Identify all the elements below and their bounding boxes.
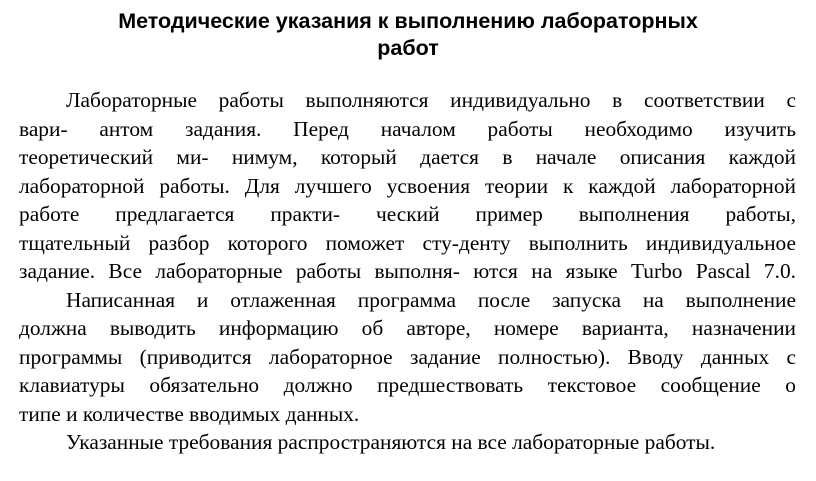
paragraph-line: Указанные требования распространяются на все лабораторные работы.: [66, 430, 716, 454]
document-title-line-1: Методические указания к выполнению лабораторных: [118, 9, 698, 33]
paragraph-line: вари- антом задания. Перед началом работы необходимо изучить: [19, 116, 796, 141]
paragraph-line: Лабораторные работы выполняются индивидуально в соответствии с: [66, 88, 796, 112]
paragraph-3: [19, 428, 796, 457]
paragraph-line: типе и количестве вводимых данных.: [19, 401, 360, 426]
paragraph-line: работе предлагается практи- ческий пример выполнения работы,: [19, 202, 796, 226]
document-title-line-2: работ: [377, 36, 439, 60]
paragraph-1: [19, 86, 796, 286]
paragraph-line: задание. Все лабораторные работы выполня- ются на языке Turbo Pascal 7.0.: [19, 259, 796, 283]
paragraph-line: Написанная и отлаженная программа после запуска на выполнение: [66, 287, 796, 312]
paragraph-line: программы (приводится лабораторное задание полностью). Вводу данных с: [19, 344, 796, 369]
document-body: [19, 86, 796, 457]
paragraph-line: должна выводить информацию об авторе, номере варианта, назначении: [19, 316, 796, 340]
paragraph-line: клавиатуры обязательно должно предшествовать текстовое сообщение о: [19, 373, 796, 397]
paragraph-line: тщательный разбор которого поможет сту-денту выполнить индивидуальное: [19, 230, 796, 255]
paragraph-line: теоретический ми- нимум, который дается в начале описания каждой: [19, 145, 796, 169]
paragraph-2: [19, 286, 796, 429]
paragraph-line: лабораторной работы. Для лучшего усвоения теории к каждой лабораторной: [19, 173, 796, 198]
